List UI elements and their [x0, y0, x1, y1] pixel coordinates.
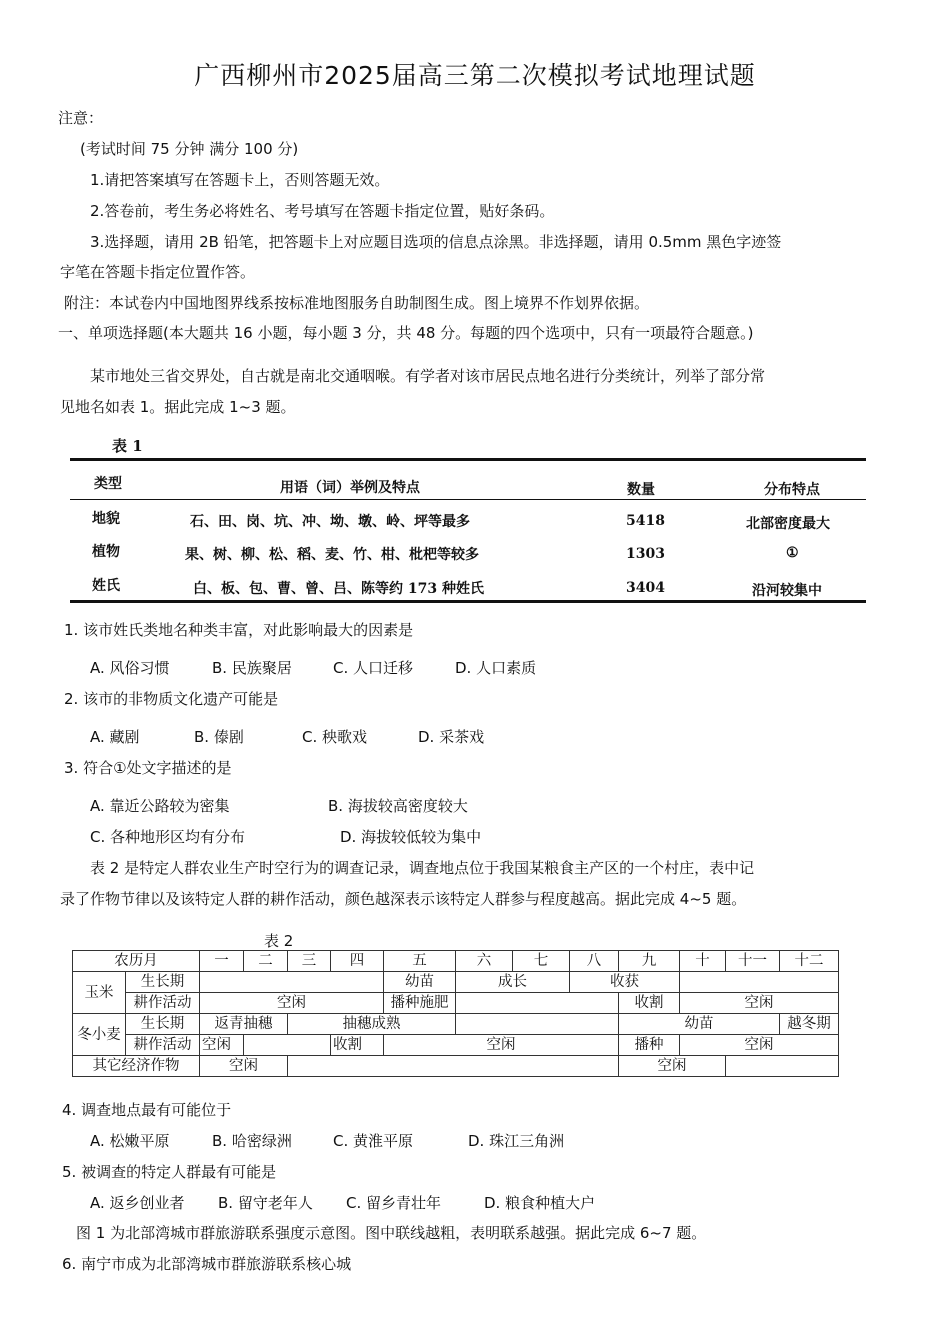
row-label: 耕作活动	[126, 1035, 200, 1056]
table-cell	[680, 972, 839, 993]
table-1-cell: 5418	[626, 513, 665, 529]
question-2-option-a: A. 藏剧	[90, 728, 140, 746]
question-5-option-d: D. 粮食种植大户	[484, 1194, 596, 1212]
table-1-cell: 植物	[92, 544, 120, 560]
question-4-option-b: B. 哈密绿洲	[212, 1132, 292, 1150]
table-1-cell: 北部密度最大	[746, 516, 830, 532]
table-cell	[456, 993, 619, 1014]
month-cell: 二	[244, 951, 288, 972]
table-row	[73, 972, 839, 993]
table-cell: 播种	[619, 1035, 680, 1056]
table-cell: 返青抽穗	[200, 1014, 288, 1035]
question-1-option-a: A. 风俗习惯	[90, 659, 170, 677]
table-1-cell: 果、树、柳、松、稻、麦、竹、柑、枇杷等较多	[185, 547, 479, 563]
table-cell: 空闲	[200, 1056, 288, 1077]
notice-item-1: 1.请把答案填写在答题卡上，否则答题无效。	[90, 171, 390, 189]
table-cell: 空闲	[200, 1035, 244, 1056]
table-cell: 幼苗	[619, 1014, 780, 1035]
question-2-option-d: D. 采茶戏	[418, 728, 485, 746]
notice-appendix: 附注：本试卷内中国地图界线系按标准地图服务自助制图生成。图上境界不作划界依据。	[64, 294, 650, 312]
question-4-option-c: C. 黄淮平原	[333, 1132, 414, 1150]
month-cell: 八	[570, 951, 619, 972]
question-3-option-a: A. 靠近公路较为密集	[90, 797, 230, 815]
table-cell: 收获	[570, 972, 680, 993]
row-label: 耕作活动	[126, 993, 200, 1014]
question-6-stem: 6. 南宁市成为北部湾城市群旅游联系核心城	[62, 1255, 352, 1273]
question-4-option-a: A. 松嫩平原	[90, 1132, 170, 1150]
table-1-caption: 表 1	[112, 437, 143, 455]
question-5-stem: 5. 被调查的特定人群最有可能是	[62, 1163, 277, 1181]
question-2-option-b: B. 傣剧	[194, 728, 244, 746]
question-2-stem: 2. 该市的非物质文化遗产可能是	[64, 690, 279, 708]
table-1-header: 数量	[627, 482, 655, 498]
table-cell: 收割	[331, 1035, 384, 1056]
table-cell: 越冬期	[780, 1014, 839, 1035]
question-4-stem: 4. 调查地点最有可能位于	[62, 1101, 232, 1119]
table-1-top-rule	[70, 458, 866, 461]
table-1-cell: 石、田、岗、坑、冲、坳、墩、岭、坪等最多	[190, 514, 470, 530]
question-1-option-d: D. 人口素质	[455, 659, 537, 677]
table-cell	[726, 1056, 839, 1077]
table-1-cell: 3404	[626, 580, 665, 596]
table-1-header: 类型	[94, 476, 122, 492]
intro-2-cont: 录了作物节律以及该特定人群的耕作活动，颜色越深表示该特定人群参与程度越高。据此完成 4~5 题。	[60, 890, 747, 908]
month-cell: 五	[384, 951, 456, 972]
month-cell: 一	[200, 951, 244, 972]
notice-item-2: 2.答卷前，考生务必将姓名、考号填写在答题卡指定位置，贴好条码。	[90, 202, 555, 220]
table-1-cell: 地貌	[92, 511, 120, 527]
section-1-heading: 一、单项选择题(本大题共 16 小题，每小题 3 分，共 48 分。每题的四个选项中，只有一项最符合题意。)	[58, 324, 754, 342]
month-cell: 三	[288, 951, 331, 972]
question-3-option-b: B. 海拔较高密度较大	[328, 797, 468, 815]
question-2-option-c: C. 秧歌戏	[302, 728, 368, 746]
table-cell: 幼苗	[384, 972, 456, 993]
row-label: 生长期	[126, 1014, 200, 1035]
table-cell	[288, 1056, 619, 1077]
intro-3: 图 1 为北部湾城市群旅游联系强度示意图。图中联线越粗，表明联系越强。据此完成 6~7 题。	[76, 1224, 707, 1242]
table-1-cell: 姓氏	[92, 578, 120, 594]
intro-2: 表 2 是特定人群农业生产时空行为的调查记录，调查地点位于我国某粮食主产区的一个村庄，表中记	[90, 859, 755, 877]
notice-item-3-cont: 字笔在答题卡指定位置作答。	[60, 263, 256, 281]
question-3-stem: 3. 符合①处文字描述的是	[64, 759, 232, 777]
question-5-option-c: C. 留乡青壮年	[346, 1194, 442, 1212]
table-cell: 播种施肥	[384, 993, 456, 1014]
table-row	[73, 993, 839, 1014]
question-3-option-d: D. 海拔较低较为集中	[340, 828, 482, 846]
table-2-caption: 表 2	[264, 932, 294, 950]
table-1-cell: 白、板、包、曹、曾、吕、陈等约 173 种姓氏	[193, 581, 484, 597]
table-cell: 空闲	[680, 1035, 839, 1056]
table-cell	[244, 1035, 331, 1056]
table-row	[73, 1035, 839, 1056]
question-3-option-c: C. 各种地形区均有分布	[90, 828, 246, 846]
month-cell: 十	[680, 951, 726, 972]
table-cell	[456, 1014, 619, 1035]
question-1-option-c: C. 人口迁移	[333, 659, 414, 677]
row-label: 生长期	[126, 972, 200, 993]
table-2-header: 农历月	[73, 951, 200, 972]
notice-time: (考试时间 75 分钟 满分 100 分)	[80, 140, 299, 158]
table-cell: 空闲	[384, 1035, 619, 1056]
month-cell: 九	[619, 951, 680, 972]
table-cell: 收割	[619, 993, 680, 1014]
intro-1-cont: 见地名如表 1。据此完成 1~3 题。	[60, 398, 296, 416]
month-cell: 六	[456, 951, 513, 972]
table-cell: 成长	[456, 972, 570, 993]
table-row	[73, 1014, 839, 1035]
table-1-bottom-rule	[70, 600, 866, 603]
month-cell: 七	[513, 951, 570, 972]
table-cell: 空闲	[619, 1056, 726, 1077]
table-row	[73, 951, 839, 972]
intro-1: 某市地处三省交界处，自古就是南北交通咽喉。有学者对该市居民点地名进行分类统计，列举了部分常	[90, 367, 766, 385]
table-1-header-rule	[70, 499, 866, 500]
table-cell: 空闲	[200, 993, 384, 1014]
month-cell: 四	[331, 951, 384, 972]
crop-label-wheat: 冬小麦	[73, 1014, 126, 1056]
question-1-option-b: B. 民族聚居	[212, 659, 292, 677]
table-cell: 空闲	[680, 993, 839, 1014]
table-cell	[200, 972, 384, 993]
month-cell: 十二	[780, 951, 839, 972]
crop-label-other: 其它经济作物	[73, 1056, 200, 1077]
table-cell: 抽穗成熟	[288, 1014, 456, 1035]
crop-label-corn: 玉米	[73, 972, 126, 1014]
month-cell: 十一	[726, 951, 780, 972]
table-row	[73, 1056, 839, 1077]
question-1-stem: 1. 该市姓氏类地名种类丰富，对此影响最大的因素是	[64, 621, 414, 639]
table-2	[72, 950, 839, 1077]
table-1-cell: ①	[786, 545, 799, 561]
table-1-header: 分布特点	[764, 482, 820, 498]
table-1-header: 用语（词）举例及特点	[280, 480, 420, 496]
table-1-cell: 沿河较集中	[752, 583, 822, 599]
table-1-cell: 1303	[626, 546, 665, 562]
page-title: 广西柳州市2025届高三第二次模拟考试地理试题	[194, 61, 756, 90]
notice-heading: 注意：	[58, 109, 104, 127]
question-5-option-b: B. 留守老年人	[218, 1194, 313, 1212]
question-4-option-d: D. 珠江三角洲	[468, 1132, 565, 1150]
question-5-option-a: A. 返乡创业者	[90, 1194, 185, 1212]
notice-item-3: 3.选择题，请用 2B 铅笔，把答题卡上对应题目选项的信息点涂黑。非选择题，请用 0.5mm 黑色字迹签	[90, 233, 782, 251]
